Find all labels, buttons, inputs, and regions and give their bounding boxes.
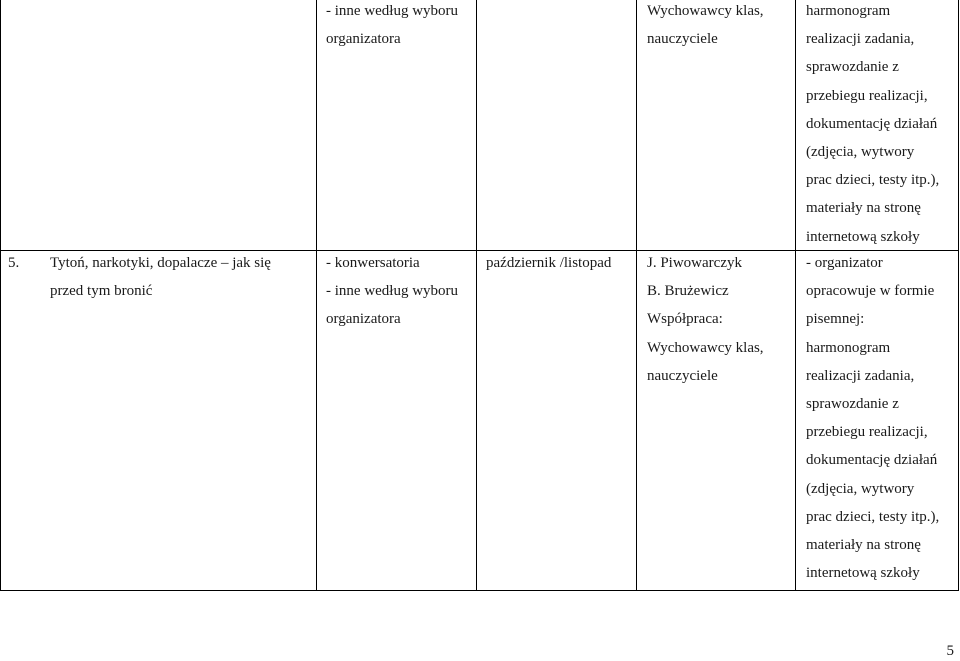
cell-line: harmonogram	[806, 3, 891, 19]
column-divider	[316, 0, 317, 591]
cell-line: Wychowawcy klas,	[647, 339, 764, 356]
cell-line: dokumentację działań	[806, 452, 938, 469]
cell-line: harmonogram	[806, 339, 891, 356]
row2-evaluation-cell	[806, 249, 939, 587]
cell-line: - konwersatoria	[326, 255, 420, 271]
cell-line: sprawozdanie z	[806, 59, 899, 76]
cell-line: pisemnej:	[806, 311, 865, 328]
cell-line: październik /listopad	[486, 255, 612, 271]
cell-line: B. Brużewicz	[647, 283, 729, 300]
cell-line: dokumentację działań	[806, 115, 938, 132]
column-divider	[636, 0, 637, 591]
cell-line: Tytoń, narkotyki, dopalacze – jak się	[50, 255, 271, 271]
row2-number-cell	[8, 249, 19, 277]
cell-line: nauczyciele	[647, 31, 718, 48]
row1-evaluation-cell	[806, 0, 939, 251]
cell-line: - inne według wyboru	[326, 283, 459, 300]
cell-line: prac dzieci, testy itp.),	[806, 172, 940, 189]
cell-line: realizacji zadania,	[806, 31, 915, 48]
cell-line: Wychowawcy klas,	[647, 3, 764, 19]
cell-line: J. Piwowarczyk	[647, 255, 742, 271]
cell-line: prac dzieci, testy itp.),	[806, 508, 940, 525]
cell-line: przebiegu realizacji,	[806, 87, 928, 104]
cell-line: sprawozdanie z	[806, 396, 899, 413]
cell-line: organizatora	[326, 311, 401, 328]
table-border-bottom	[0, 590, 959, 591]
row2-date-cell	[486, 249, 611, 277]
table-border-right	[958, 0, 959, 591]
cell-line: przebiegu realizacji,	[806, 424, 928, 441]
row1-form-cell	[326, 0, 458, 53]
cell-line: przed tym bronić	[50, 283, 153, 300]
row2-topic-cell	[50, 249, 271, 305]
cell-line: opracowuje w formie	[806, 283, 935, 300]
column-divider	[795, 0, 796, 591]
table-border-left	[0, 0, 1, 591]
cell-line: nauczyciele	[647, 367, 718, 384]
cell-line: internetową szkoły	[806, 228, 920, 245]
cell-line: organizatora	[326, 31, 401, 48]
cell-line: internetową szkoły	[806, 565, 920, 582]
cell-line: realizacji zadania,	[806, 367, 915, 384]
cell-line: - inne według wyboru	[326, 3, 459, 19]
row2-form-cell	[326, 249, 458, 334]
cell-line: materiały na stronę	[806, 200, 921, 217]
row2-responsible-cell	[647, 249, 764, 390]
cell-line: (zdjęcia, wytwory	[806, 480, 915, 497]
cell-line: Współpraca:	[647, 311, 723, 328]
cell-line: - organizator	[806, 255, 883, 271]
column-divider	[476, 0, 477, 591]
row-number: 5.	[8, 255, 20, 271]
cell-line: materiały na stronę	[806, 537, 921, 554]
page-number: 5	[946, 643, 954, 659]
row1-responsible-cell	[647, 0, 764, 53]
cell-line: (zdjęcia, wytwory	[806, 144, 915, 161]
